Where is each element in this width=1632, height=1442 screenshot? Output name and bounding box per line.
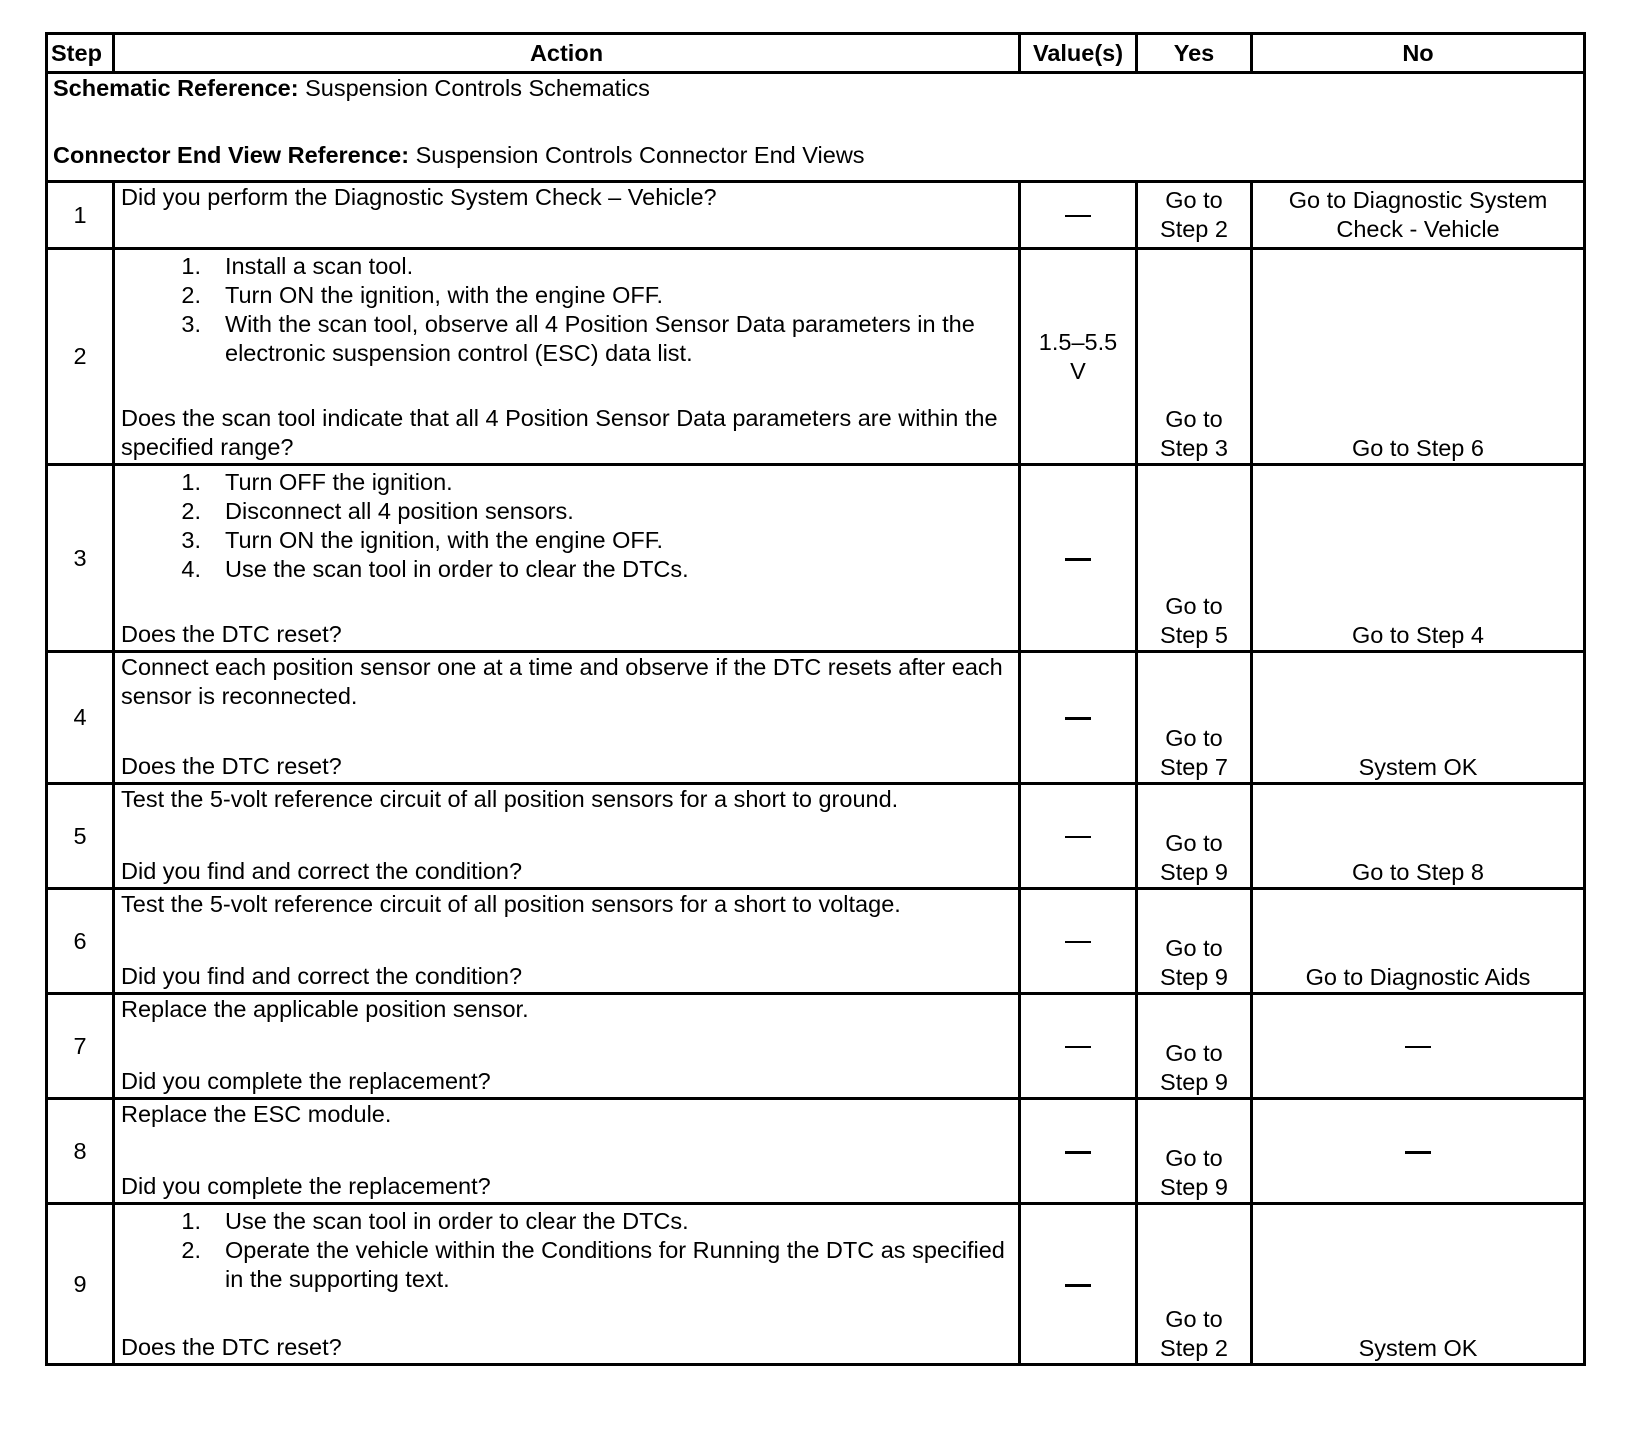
connector-reference-value: Suspension Controls Connector End Views bbox=[409, 142, 865, 168]
yes-text: Go to Step 9 bbox=[1160, 1040, 1228, 1095]
no-cell bbox=[1252, 465, 1585, 652]
no-text: System OK bbox=[1358, 754, 1478, 780]
value-cell bbox=[1020, 784, 1137, 889]
yes-text: Go to Step 2 bbox=[1160, 187, 1228, 242]
schematic-reference-value: Suspension Controls Schematics bbox=[298, 75, 650, 101]
list-item-text: Install a scan tool. bbox=[225, 253, 414, 279]
step-number: 1 bbox=[47, 182, 114, 249]
list-item-number: 4. bbox=[181, 556, 201, 582]
yes-text: Go to Step 9 bbox=[1160, 935, 1228, 990]
action-question: Does the DTC reset? bbox=[121, 1334, 342, 1360]
action-instructions bbox=[121, 466, 1012, 584]
step-number: 2 bbox=[47, 249, 114, 465]
header-yes: Yes bbox=[1137, 34, 1252, 73]
yes-cell bbox=[1137, 1099, 1252, 1204]
table-row bbox=[47, 784, 1585, 889]
header-values: Value(s) bbox=[1020, 34, 1137, 73]
no-text: Go to Diagnostic System Check - Vehicle bbox=[1288, 187, 1548, 242]
step-number: 8 bbox=[47, 1099, 114, 1204]
no-cell bbox=[1252, 1204, 1585, 1365]
dash-mark bbox=[1405, 1151, 1431, 1154]
action-content bbox=[121, 1205, 1012, 1362]
yes-cell bbox=[1137, 784, 1252, 889]
step-number: 5 bbox=[47, 784, 114, 889]
reference-row bbox=[47, 73, 1585, 182]
list-item-number: 1. bbox=[181, 469, 201, 495]
list-item bbox=[121, 281, 1012, 310]
action-content bbox=[121, 995, 1012, 1096]
action-instructions bbox=[121, 1205, 1012, 1294]
action-cell bbox=[114, 889, 1020, 994]
table-row bbox=[47, 182, 1585, 249]
yes-cell bbox=[1137, 465, 1252, 652]
diagnostic-table bbox=[45, 32, 1586, 1366]
list-item bbox=[121, 468, 1012, 497]
yes-cell bbox=[1137, 652, 1252, 784]
no-text: Go to Diagnostic Aids bbox=[1305, 964, 1531, 990]
step-number: 9 bbox=[47, 1204, 114, 1365]
yes-text: Go to Step 9 bbox=[1160, 830, 1228, 885]
table-row bbox=[47, 1204, 1585, 1365]
list-item-text: With the scan tool, observe all 4 Position Sensor Data parameters in the electronic suspension control (ESC) data list. bbox=[225, 311, 975, 366]
action-instructions bbox=[121, 653, 1012, 711]
action-question: Does the DTC reset? bbox=[121, 621, 342, 647]
step-number: 3 bbox=[47, 465, 114, 652]
yes-cell bbox=[1137, 889, 1252, 994]
no-cell bbox=[1252, 182, 1585, 249]
action-text: Test the 5-volt reference circuit of all position sensors for a short to ground. bbox=[121, 786, 899, 812]
value-cell bbox=[1020, 1099, 1137, 1204]
list-item bbox=[121, 555, 1012, 584]
list-item bbox=[121, 497, 1012, 526]
action-question: Did you complete the replacement? bbox=[121, 1068, 491, 1094]
yes-text: Go to Step 3 bbox=[1160, 406, 1228, 461]
action-content bbox=[121, 1100, 1012, 1201]
dash-mark bbox=[1065, 717, 1091, 720]
yes-text: Go to Step 7 bbox=[1160, 725, 1228, 780]
action-content bbox=[121, 785, 1012, 886]
dash-mark bbox=[1065, 836, 1091, 838]
yes-text: Go to Step 5 bbox=[1160, 593, 1228, 648]
action-question: Did you find and correct the condition? bbox=[121, 858, 523, 884]
dash-mark bbox=[1065, 215, 1091, 217]
list-item bbox=[121, 526, 1012, 555]
value-cell bbox=[1020, 182, 1137, 249]
value-cell bbox=[1020, 994, 1137, 1099]
value-cell bbox=[1020, 652, 1137, 784]
yes-cell bbox=[1137, 249, 1252, 465]
table-row bbox=[47, 1099, 1585, 1204]
list-item-number: 1. bbox=[181, 1208, 201, 1234]
no-text: Go to Step 4 bbox=[1352, 622, 1484, 648]
dash-mark bbox=[1065, 941, 1091, 943]
connector-reference bbox=[53, 141, 1583, 170]
dash-mark bbox=[1065, 558, 1091, 561]
action-cell bbox=[114, 652, 1020, 784]
list-item-text: Turn ON the ignition, with the engine OFF. bbox=[225, 282, 664, 308]
list-item-number: 2. bbox=[181, 282, 201, 308]
step-number: 7 bbox=[47, 994, 114, 1099]
value-cell bbox=[1020, 249, 1137, 465]
dash-mark bbox=[1065, 1284, 1091, 1287]
action-question: Does the scan tool indicate that all 4 Position Sensor Data parameters are within the specified range? bbox=[121, 405, 998, 460]
yes-cell bbox=[1137, 182, 1252, 249]
no-cell bbox=[1252, 249, 1585, 465]
action-text: Connect each position sensor one at a time and observe if the DTC resets after each sensor is reconnected. bbox=[121, 654, 1003, 709]
table-row bbox=[47, 994, 1585, 1099]
schematic-reference-label: Schematic Reference: bbox=[53, 75, 299, 101]
reference-cell bbox=[47, 73, 1585, 182]
no-cell bbox=[1252, 652, 1585, 784]
value-cell bbox=[1020, 889, 1137, 994]
list-item-text: Operate the vehicle within the Conditions for Running the DTC as specified in the supporting text. bbox=[225, 1237, 1005, 1292]
yes-cell bbox=[1137, 1204, 1252, 1365]
action-cell bbox=[114, 182, 1020, 249]
list-item-text: Turn OFF the ignition. bbox=[225, 469, 453, 495]
list-item bbox=[121, 1207, 1012, 1236]
yes-text: Go to Step 9 bbox=[1160, 1145, 1228, 1200]
list-item-number: 3. bbox=[181, 311, 201, 337]
list-item bbox=[121, 1236, 1012, 1294]
step-number: 6 bbox=[47, 889, 114, 994]
action-text: Test the 5-volt reference circuit of all position sensors for a short to voltage. bbox=[121, 891, 901, 917]
action-content bbox=[121, 183, 1012, 246]
action-content bbox=[121, 250, 1012, 462]
list-item-number: 2. bbox=[181, 498, 201, 524]
no-cell bbox=[1252, 994, 1585, 1099]
action-instructions bbox=[121, 785, 1012, 814]
action-instructions bbox=[121, 995, 1012, 1024]
dash-mark bbox=[1405, 1046, 1431, 1048]
action-list bbox=[121, 252, 1012, 368]
table-row bbox=[47, 465, 1585, 652]
no-cell bbox=[1252, 1099, 1585, 1204]
header-step: Step bbox=[47, 34, 114, 73]
action-content bbox=[121, 890, 1012, 991]
list-item-text: Use the scan tool in order to clear the DTCs. bbox=[225, 1208, 689, 1234]
action-cell bbox=[114, 249, 1020, 465]
yes-text: Go to Step 2 bbox=[1160, 1306, 1228, 1361]
value-cell bbox=[1020, 465, 1137, 652]
action-question: Does the DTC reset? bbox=[121, 753, 342, 779]
value-text: 1.5–5.5 V bbox=[1038, 328, 1118, 384]
list-item bbox=[121, 310, 1012, 368]
list-item-text: Disconnect all 4 position sensors. bbox=[225, 498, 574, 524]
yes-cell bbox=[1137, 994, 1252, 1099]
list-item-number: 2. bbox=[181, 1237, 201, 1263]
no-text: Go to Step 8 bbox=[1352, 859, 1484, 885]
dash-mark bbox=[1065, 1151, 1091, 1154]
action-cell bbox=[114, 1099, 1020, 1204]
action-list bbox=[121, 468, 1012, 584]
header-no: No bbox=[1252, 34, 1585, 73]
schematic-reference bbox=[53, 74, 1583, 103]
no-cell bbox=[1252, 889, 1585, 994]
list-item-text: Use the scan tool in order to clear the DTCs. bbox=[225, 556, 689, 582]
action-question: Did you complete the replacement? bbox=[121, 1173, 491, 1199]
list-item bbox=[121, 252, 1012, 281]
table-row bbox=[47, 249, 1585, 465]
value-cell bbox=[1020, 1204, 1137, 1365]
action-cell bbox=[114, 1204, 1020, 1365]
table-row bbox=[47, 889, 1585, 994]
header-row bbox=[47, 34, 1585, 73]
list-item-text: Turn ON the ignition, with the engine OFF. bbox=[225, 527, 664, 553]
action-question: Did you find and correct the condition? bbox=[121, 963, 523, 989]
no-text: System OK bbox=[1358, 1335, 1478, 1361]
action-instructions bbox=[121, 890, 1012, 919]
action-instructions bbox=[121, 183, 1012, 212]
no-cell bbox=[1252, 784, 1585, 889]
list-item-number: 1. bbox=[181, 253, 201, 279]
action-instructions bbox=[121, 250, 1012, 368]
action-text: Did you perform the Diagnostic System Check – Vehicle? bbox=[121, 184, 717, 210]
action-content bbox=[121, 466, 1012, 649]
list-item-number: 3. bbox=[181, 527, 201, 553]
action-content bbox=[121, 653, 1012, 781]
action-text: Replace the applicable position sensor. bbox=[121, 996, 529, 1022]
action-list bbox=[121, 1207, 1012, 1294]
no-text: Go to Step 6 bbox=[1352, 435, 1484, 461]
connector-reference-label: Connector End View Reference: bbox=[53, 142, 410, 168]
dash-mark bbox=[1065, 1046, 1091, 1048]
action-cell bbox=[114, 994, 1020, 1099]
action-instructions bbox=[121, 1100, 1012, 1129]
header-action: Action bbox=[114, 34, 1020, 73]
table-row bbox=[47, 652, 1585, 784]
step-number: 4 bbox=[47, 652, 114, 784]
action-cell bbox=[114, 465, 1020, 652]
action-cell bbox=[114, 784, 1020, 889]
action-text: Replace the ESC module. bbox=[121, 1101, 392, 1127]
